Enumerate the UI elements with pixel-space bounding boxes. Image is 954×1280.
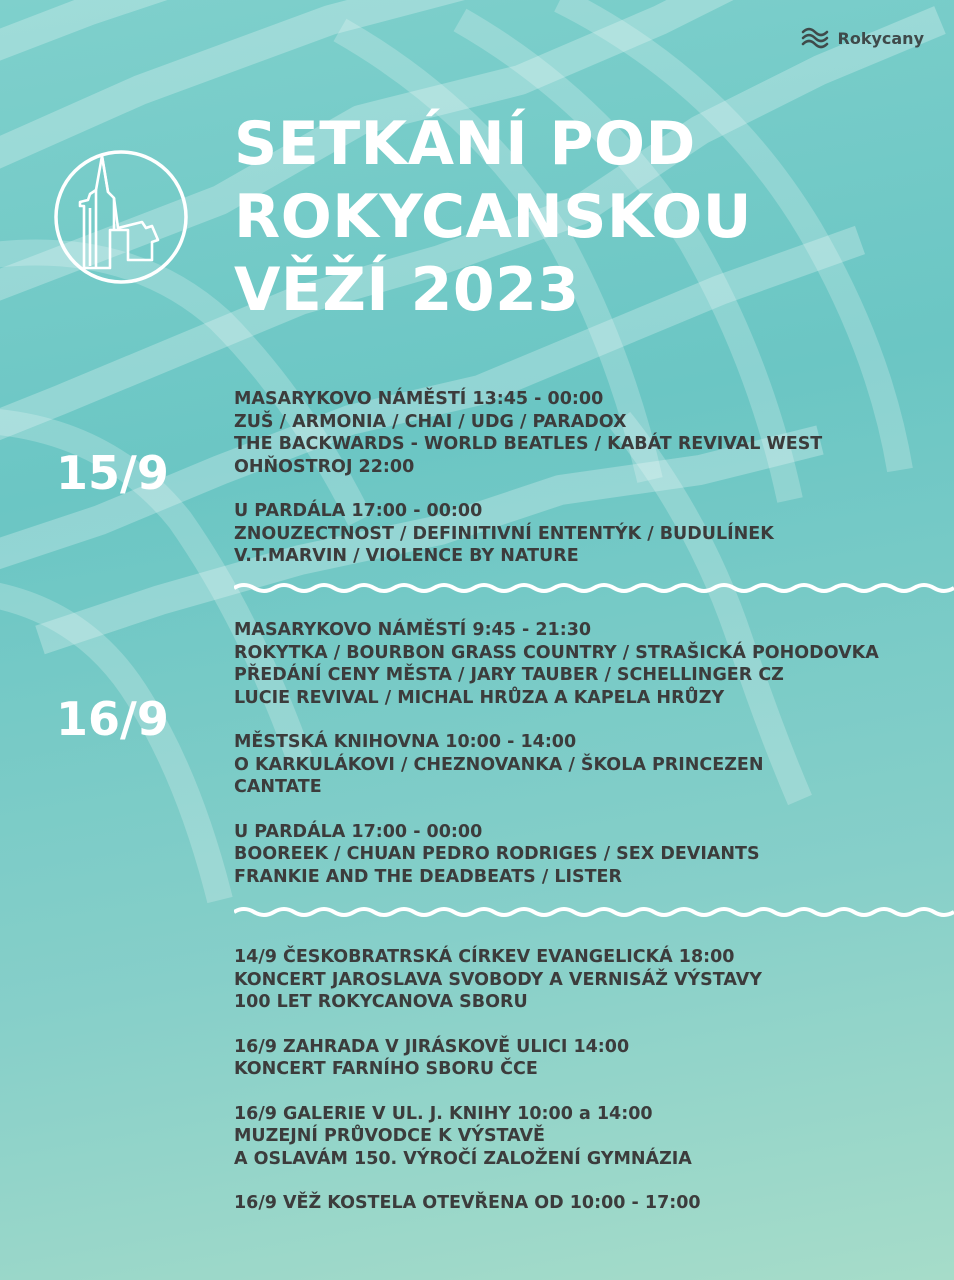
venue-block xyxy=(234,619,879,709)
lineup-line: ZNOUZECTNOST / DEFINITIVNÍ ENTENTÝK / BUDULÍNEK xyxy=(234,523,774,544)
lineup-line: LUCIE REVIVAL / MICHAL HRŮZA A KAPELA HRŮZY xyxy=(234,687,725,708)
venue-heading: U PARDÁLA 17:00 - 00:00 xyxy=(234,501,483,521)
event-title xyxy=(234,108,752,327)
lineup-line: ZUŠ / ARMONIA / CHAI / UDG / PARADOX xyxy=(234,411,627,432)
event-heading: 16/9 GALERIE V UL. J. KNIHY 10:00 a 14:00 xyxy=(234,1103,653,1124)
schedule-day2 xyxy=(234,619,879,910)
event-block xyxy=(234,946,762,1014)
event-block xyxy=(234,1192,762,1215)
venue-heading: MASARYKOVO NÁMĚSTÍ 13:45 - 00:00 xyxy=(234,389,604,409)
brand-name: Rokycany xyxy=(837,28,924,48)
venue-heading: MĚSTSKÁ KNIHOVNA 10:00 - 14:00 xyxy=(234,732,577,752)
wave-divider xyxy=(234,580,954,596)
venue-heading: MASARYKOVO NÁMĚSTÍ 9:45 - 21:30 xyxy=(234,620,592,640)
event-heading: 16/9 ZAHRADA V JIRÁSKOVĚ ULICI 14:00 xyxy=(234,1036,630,1057)
date-16-9: 16/9 xyxy=(56,692,169,746)
wave-divider xyxy=(234,904,954,920)
date-15-9: 15/9 xyxy=(56,446,169,500)
lineup-line: FRANKIE AND THE DEADBEATS / LISTER xyxy=(234,866,622,887)
waves-icon xyxy=(800,26,830,50)
venue-block xyxy=(234,388,822,478)
event-line: A OSLAVÁM 150. VÝROČÍ ZALOŽENÍ GYMNÁZIA xyxy=(234,1148,692,1169)
title-line-1: SETKÁNÍ POD xyxy=(234,109,696,179)
title-line-2: ROKYCANSKOU xyxy=(234,182,752,252)
brand-logo xyxy=(800,26,924,50)
event-block xyxy=(234,1036,762,1081)
church-tower-icon xyxy=(52,148,190,286)
venue-heading: U PARDÁLA 17:00 - 00:00 xyxy=(234,821,483,842)
event-line: KONCERT FARNÍHO SBORU ČCE xyxy=(234,1059,538,1079)
event-line: 100 LET ROKYCANOVA SBORU xyxy=(234,992,528,1012)
lineup-line: ROKYTKA / BOURBON GRASS COUNTRY / STRAŠICKÁ POHODOVKA xyxy=(234,642,879,663)
venue-block xyxy=(234,500,822,568)
venue-block xyxy=(234,821,879,889)
event-heading: 14/9 ČESKOBRATRSKÁ CÍRKEV EVANGELICKÁ 18:00 xyxy=(234,947,735,967)
event-block xyxy=(234,1103,762,1171)
event-heading: 16/9 VĚŽ KOSTELA OTEVŘENA OD 10:00 - 17:00 xyxy=(234,1193,701,1213)
venue-block xyxy=(234,731,879,799)
lineup-line: O KARKULÁKOVI / CHEZNOVANKA / ŠKOLA PRINCEZEN xyxy=(234,754,764,775)
lineup-line: OHŇOSTROJ 22:00 xyxy=(234,456,415,477)
title-line-3: VĚŽÍ 2023 xyxy=(234,255,580,325)
lineup-line: BOOREEK / CHUAN PEDRO RODRIGES / SEX DEVIANTS xyxy=(234,844,760,864)
lineup-line: V.T.MARVIN / VIOLENCE BY NATURE xyxy=(234,546,579,566)
schedule-extra xyxy=(234,946,762,1237)
event-line: KONCERT JAROSLAVA SVOBODY A VERNISÁŽ VÝSTAVY xyxy=(234,969,762,990)
lineup-line: THE BACKWARDS - WORLD BEATLES / KABÁT REVIVAL WEST xyxy=(234,434,823,454)
lineup-line: PŘEDÁNÍ CENY MĚSTA / JARY TAUBER / SCHELLINGER CZ xyxy=(234,665,784,685)
schedule-day1 xyxy=(234,388,822,590)
lineup-line: CANTATE xyxy=(234,777,322,797)
event-line: MUZEJNÍ PRŮVODCE K VÝSTAVĚ xyxy=(234,1126,545,1146)
